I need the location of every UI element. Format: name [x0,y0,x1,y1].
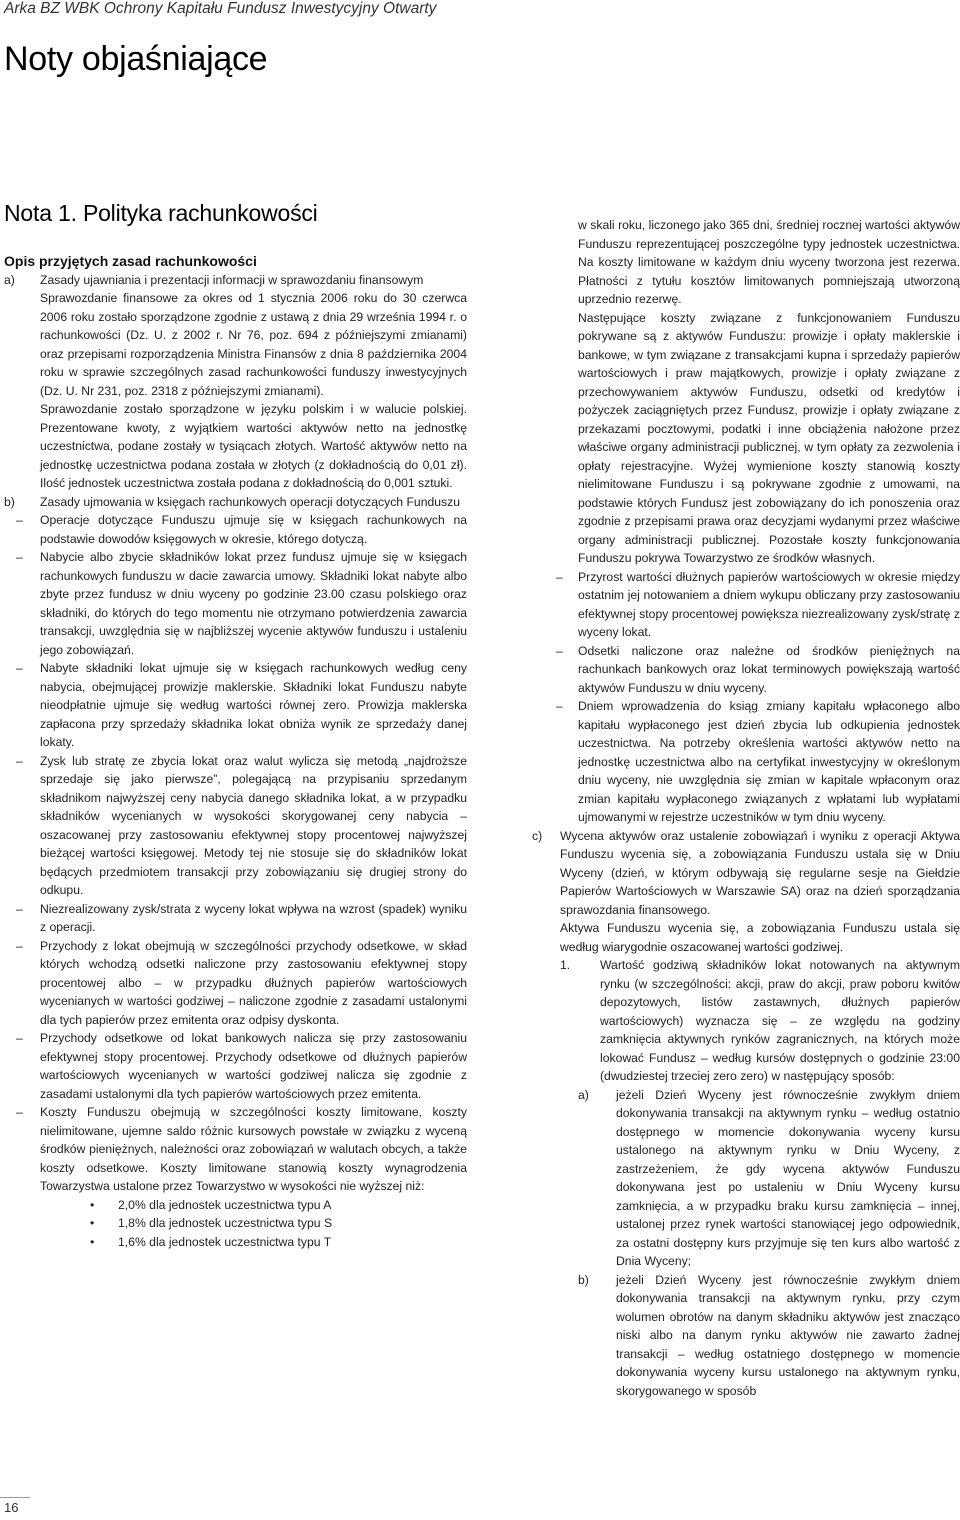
bullet-item [4,1196,467,1215]
paragraph: Sprawozdanie zostało sporządzone w języku polskim i w walucie polskiej. Prezentowane kwoty, z wyjątkiem wartości aktywów netto na jednostkę uczestnictwa, podane zostały w tysiącach złotych. Wartość aktywów netto na jednostkę uczestnictwa podana została w złotych (z dokładnością do 0,01 zł). Ilość jednostek uczestnictwa została podana z dokładnością do 0,001 sztuki. [40,402,467,490]
sub-item [510,1271,960,1401]
dash-marker: – [556,643,563,658]
right-column [510,216,960,1400]
dash-item [4,1029,467,1103]
dash-text: Koszty Funduszu obejmują w szczególności koszty limitowane, koszty nielimitowane, ujemne saldo różnic kursowych powstałe w związku z wyceną środków pieniężnych, należności oraz zobowiązań w walutach obcych, a także koszty odsetkowe. Koszty limitowane stanowią koszty wynagrodzenia Towarzystwa ustalone przez Towarzystwo w wysokości nie wyższej niż: [40,1105,467,1193]
dash-marker: – [16,753,23,768]
paragraph: Następujące koszty związane z funkcjonowaniem Funduszu pokrywane są z aktywów Funduszu: prowizje i opłaty maklerskie i bankowe, w tym związane z transakcjami kupna i sprzedaży papierów wartościowych i praw majątkowych, prowizje i opłaty związane z przechowywaniem aktywów Funduszu, odsetki od kredytów i pożyczek zaciągniętych przez Fundusz, prowizje i opłaty związane z przekazami pocztowymi, podatki i inne obciążenia nałożone przez właściwe organy administracji publicznej, w tym opłaty za zezwolenia i opłaty rejestracyjne. Wyżej wymienione koszty stanowią koszty nielimitowane Funduszu i są pokrywane zgodnie z umowami, na podstawie których Fundusz jest zobowiązany do ich ponoszenia oraz zgodnie z przepisami prawa oraz decyzjami wydanymi przez właściwe organy administracji publicznej. Pozostałe koszty funkcjonowania Funduszu pokrywa Towarzystwo ze środków własnych. [578,310,960,565]
paragraph: w skali roku, liczonego jako 365 dni, średniej rocznej wartości aktywów Funduszu reprezentującej poszczególne typy jednostek uczestnictwa. Na koszty limitowane w każdym dniu wyceny tworzona jest rezerwa. Płatności z tytułu kosztów limitowanych pomniejszają utworzoną uprzednio rezerwę. [578,218,960,306]
list-item-c [510,827,960,957]
dash-text: Operacje dotyczące Funduszu ujmuje się w księgach rachunkowych na podstawie dowodów księgowych w okresie, którego dotyczą. [40,513,467,546]
dash-text: Nabycie albo zbycie składników lokat przez fundusz ujmuje się w księgach rachunkowych funduszu w dacie zawarcia umowy. Składniki lokat nabyte albo zbyte przez fundusz w dniu wyceny po godzinie 23.00 czasu polskiego oraz składniki, do których do tego momentu nie otrzymano potwierdzenia zawarcia transakcji, uwzględnia się w najbliższej wycenie aktywów funduszu i ustaleniu jego zobowiązań. [40,550,467,657]
bullet-marker: • [90,1234,95,1249]
dash-text: Nabyte składniki lokat ujmuje się w księgach rachunkowych według ceny nabycia, obejmującej prowizje maklerskie. Składniki lokat Funduszu nabyte nieodpłatnie ujmuje się według wartości równej zero. Prowizja maklerska zapłacona przy sprzedaży składnika lokat obniża wynik ze sprzedaży danej lokaty. [40,661,467,749]
dash-item [4,511,467,548]
list-marker: b) [4,494,15,509]
dash-item [4,752,467,900]
dash-text: Odsetki naliczone oraz należne od środków pieniężnych na rachunkach bankowych oraz lokat terminowych powiększają wartość aktywów Funduszu w dniu wyceny. [578,643,960,695]
dash-marker: – [556,569,563,584]
dash-item [510,642,960,698]
section-title: Nota 1. Polityka rachunkowości [4,200,318,226]
dash-text: Przyrost wartości dłużnych papierów wartościowych w okresie między ostatnim jej notowaniem a dniem wykupu obliczany przy zastosowaniu efektywnej stopy procentowej powiększa niezrealizowany zysk/stratę z wyceny lokat. [578,569,960,639]
dash-text: Dniem wprowadzenia do ksiąg zmiany kapitału wpłaconego albo kapitału wypłaconego jest dzień zbycia lub odkupienia jednostek uczestnictwa. Na potrzeby określenia wartości aktywów netto na jednostkę uczestnictwa albo na certyfikat inwestycyjny w określonym dniu wyceny, nie uwzględnia się zmian w kapitale wpłaconym oraz zmian kapitału wypłaconego związanych z wpłatami lub wypłatami ujmowanymi w rejestrze uczestników w tym dniu wyceny. [578,699,960,824]
bullet-text: 1,6% dla jednostek uczestnictwa typu T [118,1234,332,1249]
dash-text: Zysk lub stratę ze zbycia lokat oraz walut wylicza się metodą „najdroższe sprzedaje się jako pierwsze”, polegającą na przypisaniu sprzedanym składnikom najwyższej ceny nabycia danego składnika lokat, a w przypadku składników wycenianych w wysokości skorygowanej ceny nabycia – oszacowanej przy zastosowaniu efektywnej stopy procentowej najwyższej bieżącej wartości księgowej. Metody tej nie stosuje się do składników lokat będących przedmiotem transakcji przy zobowiązaniu się drugiej strony do odkupu. [40,753,467,897]
dash-text: Przychody z lokat obejmują w szczególności przychody odsetkowe, w skład których wchodzą odsetki naliczone przy zastosowaniu efektywnej stopy procentowej albo – w przypadku dłużnych papierów wartościowych wycenianych w wartości godziwej – naliczone zgodnie z zasadami ustalonymi dla tych papierów przez emitenta oraz odpisy dyskonta. [40,938,467,1027]
dash-marker: – [16,550,23,564]
sub-text: jeżeli Dzień Wyceny jest równocześnie zwykłym dniem dokonywania transakcji na aktywnym rynku, przy czym wolumen obrotów na danym składniku aktywów jest znacząco niski albo na danym rynku aktywów nie zawarto żadnej transakcji – według ostatniego dostępnego w momencie dokonywania wyceny kursu ustalonego na aktywnym rynku, skorygowanego w sposób [616,1272,960,1398]
subsection-heading: Opis przyjętych zasad rachunkowości [4,253,257,269]
dash-text: Niezrealizowany zysk/strata z wyceny lokat wpływa na wzrost (spadek) wyniku z operacji. [40,901,467,934]
page-number: 16 [4,1500,19,1515]
left-column [4,252,467,1251]
bullet-text: 1,8% dla jednostek uczestnictwa typu S [118,1216,333,1230]
paragraph: Aktywa Funduszu wycenia się, a zobowiązania Funduszu ustala się według wiarygodnie oszacowanej wartości godziwej. [560,921,960,954]
dash-item [4,1103,467,1196]
list-item-b [4,493,467,512]
bullet-marker: • [90,1197,95,1212]
dash-item [510,697,960,827]
sub-item [510,1086,960,1271]
dash-item [4,548,467,659]
sub-marker: a) [578,1087,589,1102]
dash-item [510,568,960,642]
dash-item [4,937,467,1030]
list-marker: a) [4,272,15,287]
dash-marker: – [16,1105,23,1119]
paragraph: Sprawozdanie finansowe za okres od 1 stycznia 2006 roku do 30 czerwca 2006 roku zostało sporządzone zgodnie z ustawą z dnia 29 września 1994 r. o rachunkowości (Dz. U. z 2002 r. Nr 76, poz. 694 z późniejszymi zmianami) oraz przepisami rozporządzenia Ministra Finansów z dnia 8 października 2004 roku w sprawie szczególnych zasad rachunkowości funduszy inwestycyjnych (Dz. U. Nr 231, poz. 2318 z późniejszymi zmianami). [40,291,467,398]
bullet-item [4,1233,467,1252]
footer-divider [0,1497,30,1498]
item-title: Zasady ujawniania i prezentacji informacji w sprawozdaniu finansowym [40,272,424,287]
dash-item [4,900,467,937]
number-marker: 1. [560,958,571,972]
dash-marker: – [556,699,563,713]
dash-marker: – [16,938,23,953]
document-header: Arka BZ WBK Ochrony Kapitału Fundusz Inwestycyjny Otwarty [4,0,437,17]
dash-marker: – [16,661,23,675]
item-title: Zasady ujmowania w księgach rachunkowych operacji dotyczących Funduszu [40,494,460,509]
list-item-a [4,271,467,493]
bullet-marker: • [90,1216,95,1230]
dash-marker: – [16,1031,23,1045]
numbered-text: Wartość godziwą składników lokat notowanych na aktywnym rynku (w szczególności: akcji, praw do akcji, praw poboru kwitów depozytowych, listów zastawnych, dłużnych papierów wartościowych) wyznacza się – ze względu na godziny zamknięcia aktywnych rynków zagranicznych, na których może lokować Fundusz – według kursów dostępnych o godzinie 23:00 (dwudziestej trzeciej zero zero) w następujący sposób: [600,958,960,1083]
dash-item [4,659,467,752]
dash-marker: – [16,901,23,916]
dash-text: Przychody odsetkowe od lokat bankowych nalicza się przy zastosowaniu efektywnej stopy procentowej. Przychody odsetkowe od dłużnych papierów wartościowych wycenianych w wartości godziwej nalicza się zgodnie z zasadami ustalonymi dla tych papierów wartościowych przez emitenta. [40,1031,467,1101]
paragraph: Wycena aktywów oraz ustalenie zobowiązań i wyniku z operacji Aktywa Funduszu wycenia się, a zobowiązania Funduszu ustala się w Dniu Wyceny (dzień, w którym odbywają się regularne sesje na Giełdzie Papierów Wartościowych w Warszawie SA) oraz na dzień sporządzania sprawozdania finansowego. [560,828,960,917]
numbered-item [510,956,960,1086]
dash-marker: – [16,513,23,527]
list-marker: c) [532,828,543,843]
sub-text: jeżeli Dzień Wyceny jest równocześnie zwykłym dniem dokonywania transakcji na aktywnym rynku – według ostatnio dostępnego w momencie dokonywania wyceny kursu ustalonego na aktywnym rynku w Dniu Wyceny, z zastrzeżeniem, że gdy wycena aktywów Funduszu dokonywana jest po ustaleniu w Dniu Wyceny kursu zamknięcia, a w przypadku braku kursu zamknięcia – innej, ustalonej przez rynek wartości stanowiącej jego odpowiednik, za ostatni dostępny kurs przyjmuje się ten kurs albo wartość z Dnia Wyceny; [616,1087,960,1268]
bullet-item [4,1214,467,1233]
sub-marker: b) [578,1272,589,1287]
bullet-text: 2,0% dla jednostek uczestnictwa typu A [118,1197,332,1212]
page-title: Noty objaśniające [4,40,268,78]
